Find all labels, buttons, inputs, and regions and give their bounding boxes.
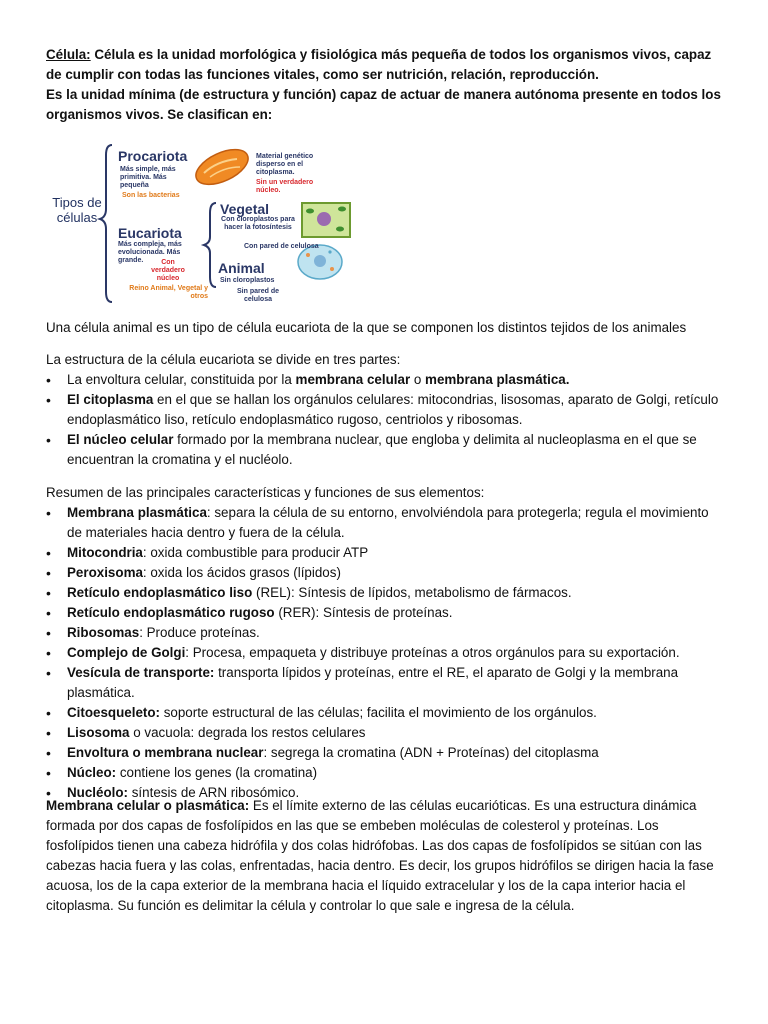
vegetal-desc: Con cloroplastos para hacer la fotosíntesis [221,216,295,231]
eucariota-example: Reino Animal, Vegetal y otros [129,285,208,300]
summary-heading: Resumen de las principales características y funciones de sus elementos: [46,485,485,500]
eucariota-note-red: Con verdadero núcleo [151,259,185,282]
list-item: • Ribosomas: Produce proteínas. [46,623,726,643]
intro-definition: Célula es la unidad morfológica y fisiológica más pequeña de todos los organismos vivos, capaz de cumplir con todas las funciones vitales, como ser nutrición, relación, reproducción. [46,47,712,82]
eucariota-title: Eucariota [118,225,182,241]
procariota-note-red: Sin un verdadero núcleo. [256,179,314,194]
procariota-example: Son las bacterias [122,192,180,199]
plant-cell-image [302,203,350,237]
list-item: • La envoltura celular, constituida por la membrana celular o membrana plasmática. [46,370,726,390]
eucariota-desc: Más compleja, más evolucionada. Más grande. [118,241,182,264]
bacterium-image [191,142,254,191]
list-item: • El núcleo celular formado por la membrana nuclear, que engloba y delimita al nucleoplasma en el que se encuentran la cromatina y el nucléolo. [46,430,726,470]
membrane-term: Membrana celular o plasmática: [46,798,250,813]
list-item: • Peroxisoma: oxida los ácidos grasos (lípidos) [46,563,726,583]
structure-list [46,370,726,470]
summary-list [46,503,726,803]
intro-paragraph [46,45,726,125]
list-item: • Membrana plasmática: separa la célula de su entorno, envolviéndola para protegerla; regula el movimiento de materiales hacia dentro y fuera de la célula. [46,503,726,543]
list-item: • El citoplasma en el que se hallan los orgánulos celulares: mitocondrias, lisosomas, aparato de Golgi, retículo endoplasmático liso, retículo endoplasmático rugoso, centriolos y ribosomas. [46,390,726,430]
list-item: • Citoesqueleto: soporte estructural de las células; facilita el movimiento de los orgánulos. [46,703,726,723]
intro-line2: Es la unidad mínima (de estructura y función) capaz de actuar de manera autónoma presente en todos los organismos vivos. Se clasifican en: [46,87,721,122]
list-item: • Núcleo: contiene los genes (la cromatina) [46,763,726,783]
list-item: • Complejo de Golgi: Procesa, empaqueta y distribuye proteínas a otros orgánulos para su exportación. [46,643,726,663]
structure-heading: La estructura de la célula eucariota se divide en tres partes: [46,352,401,367]
list-item: • Vesícula de transporte: transporta lípidos y proteínas, entre el RE, el aparato de Golgi y la membrana plasmática. [46,663,726,703]
animal-desc: Sin cloroplastos [220,277,275,284]
list-item: • Envoltura o membrana nuclear: segrega la cromatina (ADN + Proteínas) del citoplasma [46,743,726,763]
animal-cell-paragraph: Una célula animal es un tipo de célula eucariota de la que se componen los distintos tejidos de los animales [46,320,687,335]
animal-title: Animal [218,260,265,276]
animal-wall: Sin pared de celulosa [236,288,279,303]
membrane-paragraph [46,796,726,916]
list-item: • Mitocondria: oxida combustible para producir ATP [46,543,726,563]
diagram-root-label: Tipos de células [52,195,102,225]
procariota-note: Material genético disperso en el citoplasma. [256,153,314,176]
list-item: • Nucléolo: síntesis de ARN ribosómico. [46,783,726,803]
list-item: • Retículo endoplasmático liso (REL): Síntesis de lípidos, metabolismo de fármacos. [46,583,726,603]
vegetal-title: Vegetal [220,201,270,217]
cell-types-diagram [52,137,357,307]
structure-section [46,350,726,470]
intro-term: Célula: [46,47,91,62]
summary-section [46,483,726,803]
procariota-title: Procariota [118,148,188,164]
list-item: • Retículo endoplasmático rugoso (RER): Síntesis de proteínas. [46,603,726,623]
membrane-text: Es el límite externo de las células eucarióticas. Es una estructura dinámica formada por dos capas de fosfolípidos en las que se embeben moléculas de colesterol y proteínas. Los fosfolípidos tienen una cabeza hidrófila y dos colas hidrófobas. Las dos capas de fosfolípidos se sitúan con las cabezas hacia fuera y las colas, enfrentadas, hacia dentro. Es decir, los grupos hidrófilos se dirigen hacia la fase acuosa, los de la capa exterior de la membrana hacia el líquido extracelular y los de la capa interior hacia el citoplasma. Su función es delimitar la célula y controlar lo que sale e ingresa de la célula. [46,798,714,913]
vegetal-wall: Con pared de celulosa [244,243,319,250]
list-item: • Lisosoma o vacuola: degrada los restos celulares [46,723,726,743]
procariota-desc: Más simple, más primitiva. Más pequeña [120,166,176,189]
